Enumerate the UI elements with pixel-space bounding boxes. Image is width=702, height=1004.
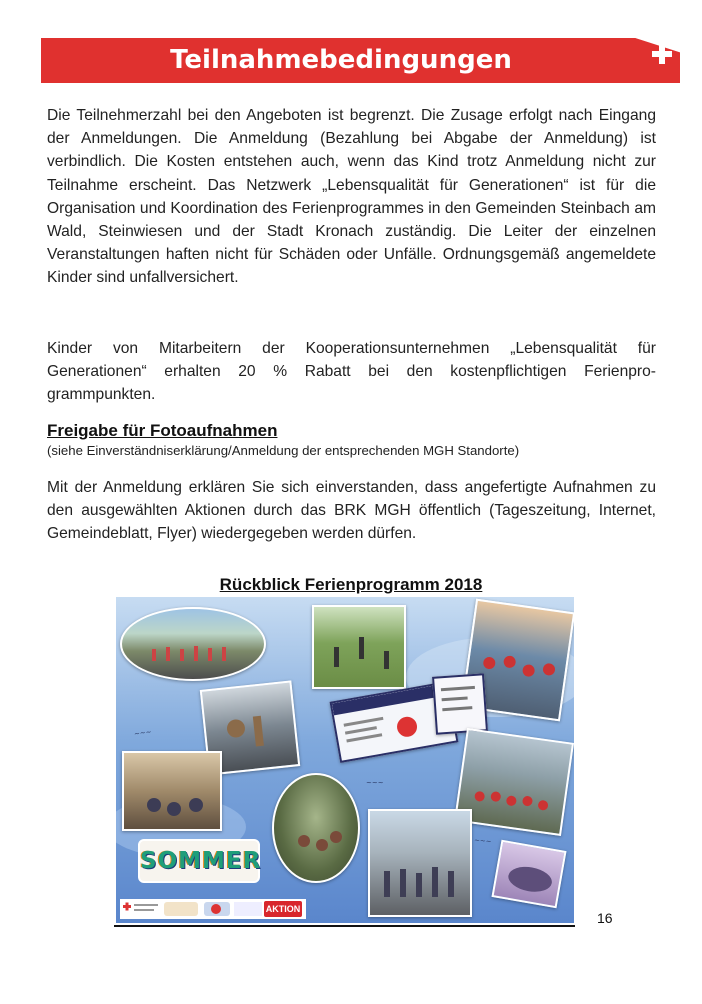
photo-release-heading: Freigabe für Fotoaufnahmen xyxy=(47,421,278,440)
collage-photo-ticket-2 xyxy=(432,673,488,734)
photo-release-paragraph: Mit der Anmeldung erklären Sie sich einverstanden, dass angefertigte Aufnahmen zu den ausgewählten Aktionen durch das BRK MGH öffentlich (Tageszeitung, Internet, Gemeindeblatt, Flyer) wiedergegeben werden dürfen. xyxy=(47,479,656,543)
collage-aktion-badge: AKTION xyxy=(264,901,302,917)
collage-photo-soccer xyxy=(312,605,406,689)
page-title: Teilnahmebedingungen xyxy=(170,45,512,75)
collage-doodle-3: ~~~ xyxy=(473,836,492,846)
bottom-rule xyxy=(114,925,575,927)
photo-collage xyxy=(116,597,574,923)
collage-photo-group-outdoor xyxy=(120,607,266,681)
conditions-paragraph: Die Teilnehmerzahl bei den Angeboten ist begrenzt. Die Zusage erfolgt nach Eingang der Anmeldungen. Die Anmeldung (Bezahlung bei Abgabe der Anmeldung) ist verbindlich. Die Kosten entstehen auch, wenn das Kind trotz Anmeldung nicht zur Teilnahme erscheint. Das Netzwerk „Lebensqualität für Generationen“ ist für die Organisation und Koordination des Ferienprogrammes in den Gemeinden Steinbach am Wald, Steinwiesen und der Stadt Kronach zuständig. Die Leiter der einzelnen Veranstaltungen haften nicht für Schäden oder Unfälle. Ordnungsgemäß angemeldete Kinder sind unfallversichert. xyxy=(47,107,656,287)
collage-photo-town-square xyxy=(368,809,472,917)
photo-release-subtitle: (siehe Einverständniserklärung/Anmeldung der entsprechenden MGH Standorte) xyxy=(47,443,520,458)
collage-doodle-2: ~~~ xyxy=(366,779,384,787)
collage-photo-indoor xyxy=(122,751,222,831)
collage-photo-shoe xyxy=(491,840,566,909)
retrospective-heading: Rückblick Ferienprogramm 2018 xyxy=(219,575,483,594)
page-number: 16 xyxy=(597,910,613,926)
red-cross-icon xyxy=(652,44,672,64)
collage-photo-forest xyxy=(272,773,360,883)
collage-logo-strip xyxy=(120,899,306,919)
collage-sommer-logo: SOMMER xyxy=(138,839,260,883)
collage-doodle-1: ~~~ xyxy=(133,727,153,739)
discount-paragraph: Kinder von Mitarbeitern der Kooperationsunternehmen „Lebensqualität für Generationen“ erhalten 20 % Rabatt bei den kostenpflichtigen Ferienpro-grammpunkten. xyxy=(47,340,656,404)
